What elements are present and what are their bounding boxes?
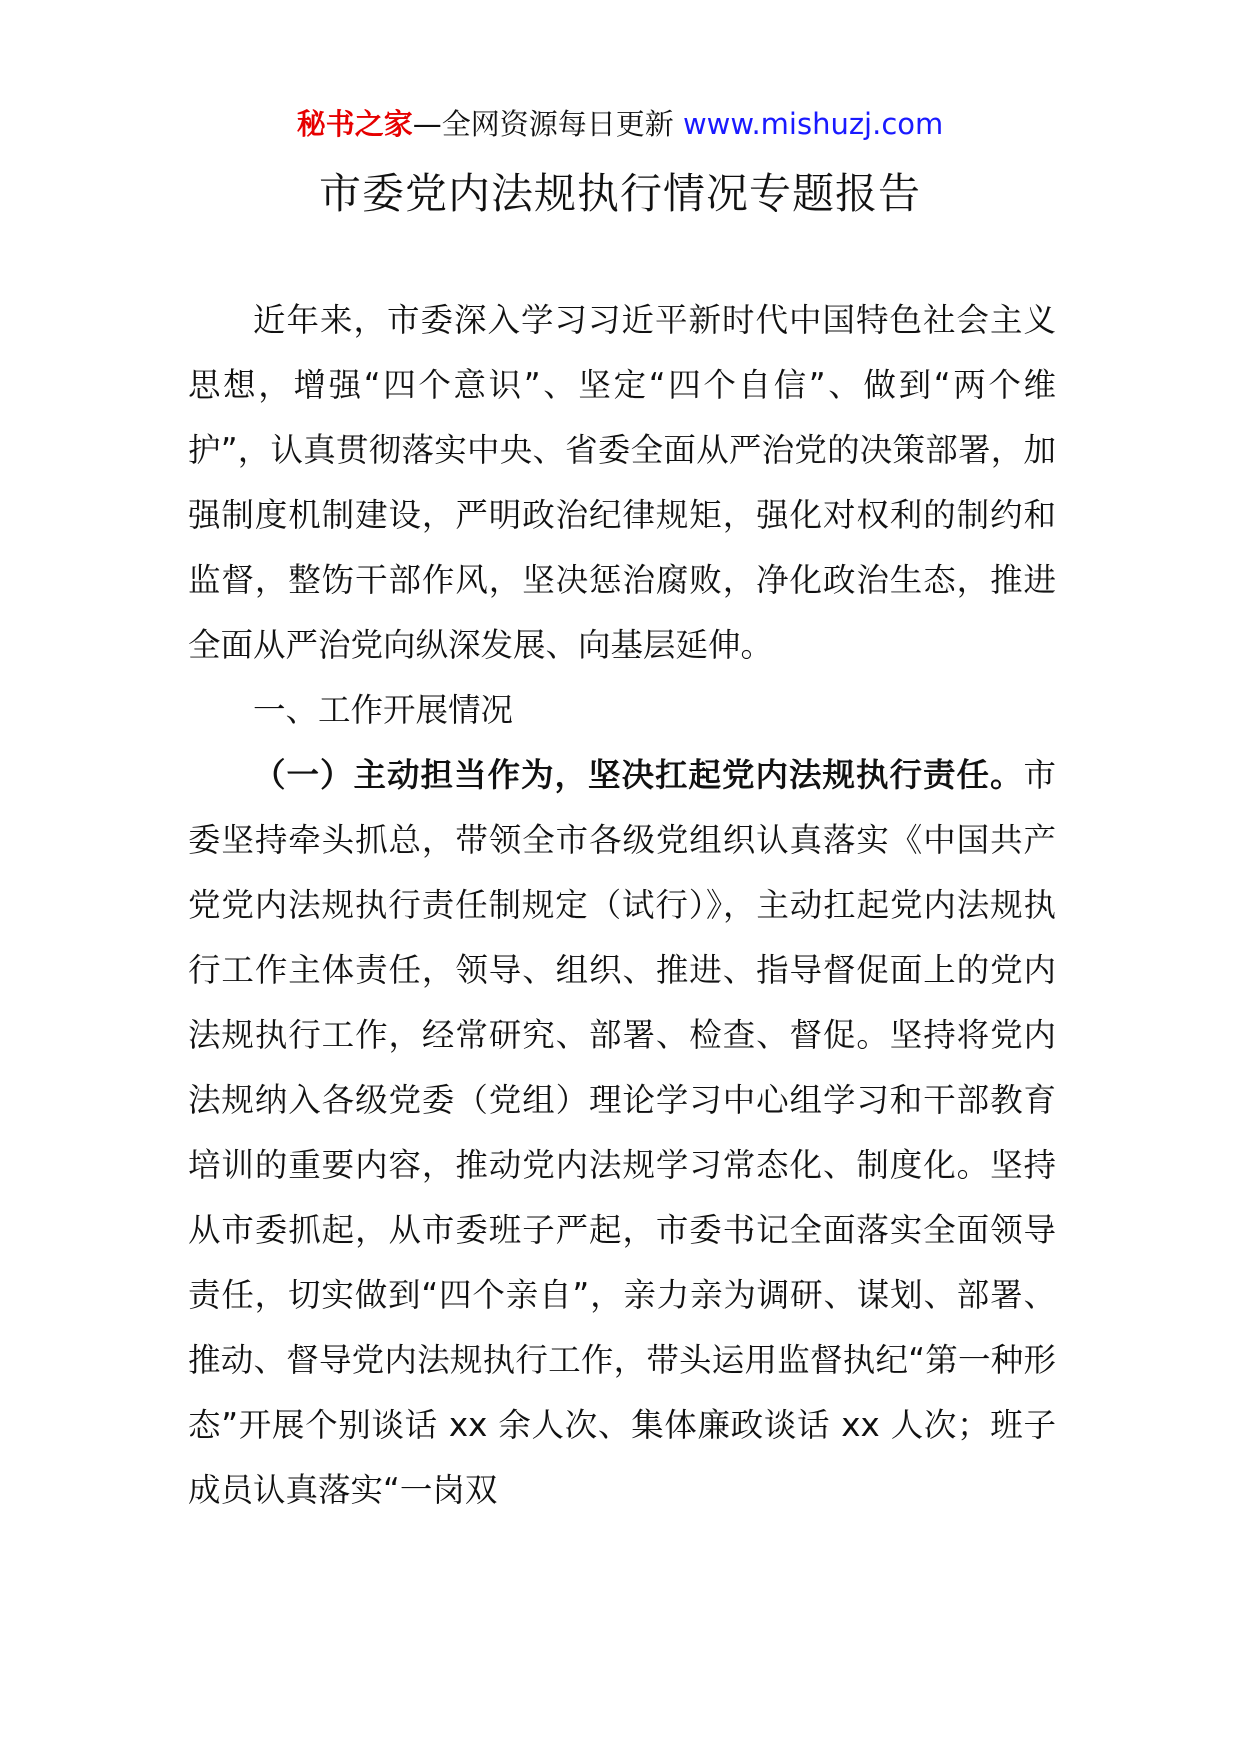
site-url-link[interactable]: www.mishuzj.com <box>682 107 944 141</box>
section-heading: 一、工作开展情况 <box>253 691 514 729</box>
document-title: 市委党内法规执行情况专题报告 <box>318 169 921 218</box>
subsection-body: 市委坚持牵头抓总，带领全市各级党组织认真落实《中国共产党党内法规执行责任制规定（试行）》，主动扛起党内法规执行工作主体责任，领导、组织、推进、指导督促面上的党内法规执行工作，经常研究、部署、检查、督促。坚持将党内法规纳入各级党委（党组）理论学习中心组学习和干部教育培训的重要内容，推动党内法规学习常态化、制度化。坚持从市委抓起，从市委班子严起，市委书记全面落实全面领导责任，切实做到“四个亲自”，亲力亲为调研、谋划、部署、推动、督导党内法规执行工作，带头运用监督执纪“第一种形态”开展个别谈话 xx 余人次、集体廉政谈话 xx 人次；班子成员认真落实“一岗双 <box>188 756 1056 1509</box>
header-tagline: —全网资源每日更新 <box>412 107 674 141</box>
brand-name: 秘书之家 <box>296 107 413 141</box>
header-banner <box>0 102 1240 146</box>
intro-paragraph: 近年来，市委深入学习习近平新时代中国特色社会主义思想，增强“四个意识”、坚定“四个自信”、做到“两个维护”，认真贯彻落实中央、省委全面从严治党的决策部署，加强制度机制建设，严明政治纪律规矩，强化对权利的制约和监督，整饬干部作风，坚决惩治腐败，净化政治生态，推进全面从严治党向纵深发展、向基层延伸。 <box>188 301 1056 664</box>
subsection-paragraph <box>188 743 1056 1523</box>
document-body <box>188 288 1056 1523</box>
subsection-title: （一）主动担当作为，坚决扛起党内法规执行责任。 <box>253 756 1024 794</box>
